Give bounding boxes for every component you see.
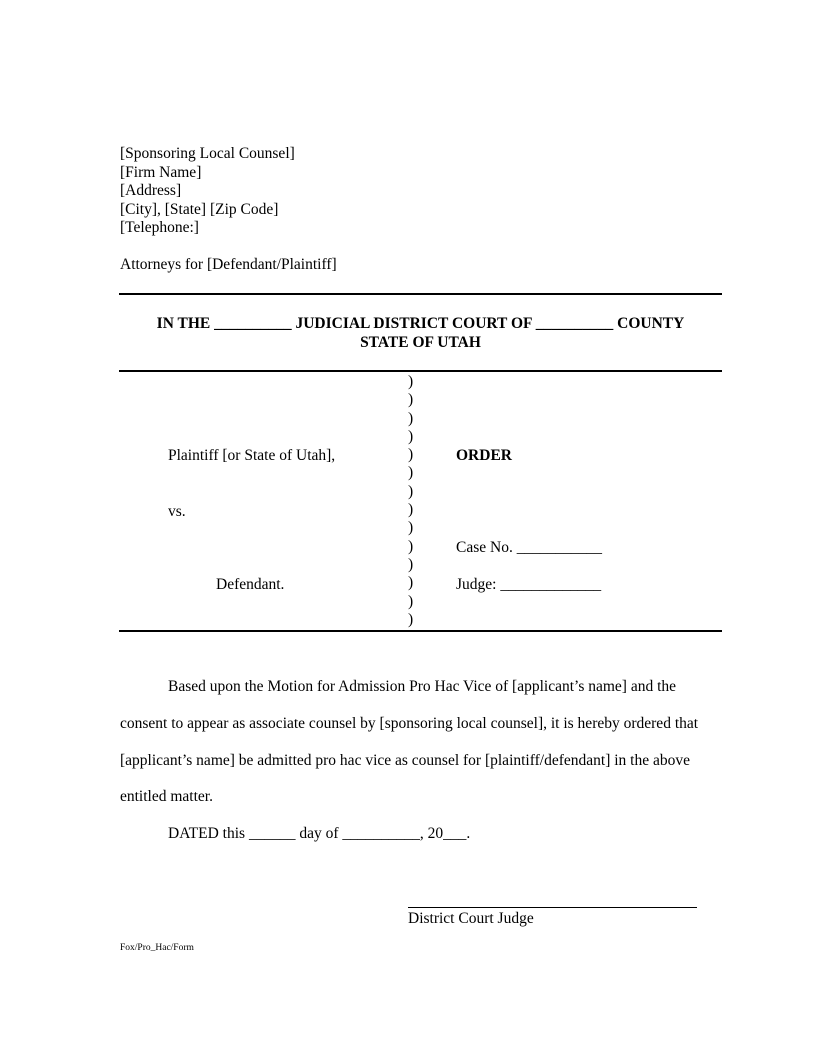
counsel-telephone: [Telephone:] (120, 219, 199, 236)
heading-top-rule (119, 293, 722, 295)
versus-label: vs. (168, 503, 186, 520)
court-heading-line-2: STATE OF UTAH (360, 334, 481, 351)
attorneys-for: Attorneys for [Defendant/Plaintiff] (120, 256, 337, 273)
paren: ) (408, 427, 414, 445)
order-body (120, 669, 722, 853)
paren: ) (408, 446, 414, 464)
counsel-info-block (120, 145, 295, 238)
paren: ) (408, 501, 414, 519)
order-body-line: entitled matter. (120, 788, 213, 806)
paren: ) (408, 464, 414, 482)
paren: ) (408, 574, 414, 592)
paren: ) (408, 391, 414, 409)
caption-divider (408, 373, 413, 629)
paren: ) (408, 482, 414, 500)
defendant-label: Defendant. (216, 576, 285, 593)
order-body-line: [applicant’s name] be admitted pro hac vice as counsel for [plaintiff/defendant] in the above (120, 751, 690, 769)
court-heading (119, 314, 722, 352)
paren: ) (408, 519, 414, 537)
counsel-name: [Sponsoring Local Counsel] (120, 145, 295, 162)
heading-bottom-rule (119, 370, 722, 372)
dated-line: DATED this ______ day of __________, 20___. (168, 825, 471, 843)
paren: ) (408, 610, 414, 628)
counsel-address: [Address] (120, 182, 182, 199)
paren: ) (408, 537, 414, 555)
paren: ) (408, 592, 414, 610)
plaintiff-label: Plaintiff [or State of Utah], (168, 447, 336, 464)
judge-field: Judge: _____________ (456, 576, 602, 593)
counsel-city-state-zip: [City], [State] [Zip Code] (120, 200, 279, 218)
form-code: Fox/Pro_Hac/Form (120, 943, 194, 953)
signature-label: District Court Judge (408, 910, 534, 927)
signature-line (408, 907, 697, 908)
order-body-line: Based upon the Motion for Admission Pro Hac Vice of [applicant’s name] and the (168, 678, 677, 695)
paren: ) (408, 373, 414, 390)
paren: ) (408, 555, 414, 573)
document-title: ORDER (456, 447, 512, 464)
order-body-line: consent to appear as associate counsel by [sponsoring local counsel], it is hereby ordered that (120, 714, 699, 732)
caption-bottom-rule (119, 630, 722, 632)
court-heading-line-1: IN THE __________ JUDICIAL DISTRICT COURT OF __________ COUNTY (156, 315, 685, 332)
firm-name: [Firm Name] (120, 163, 202, 181)
paren: ) (408, 409, 414, 427)
case-number-field: Case No. ___________ (456, 539, 602, 556)
